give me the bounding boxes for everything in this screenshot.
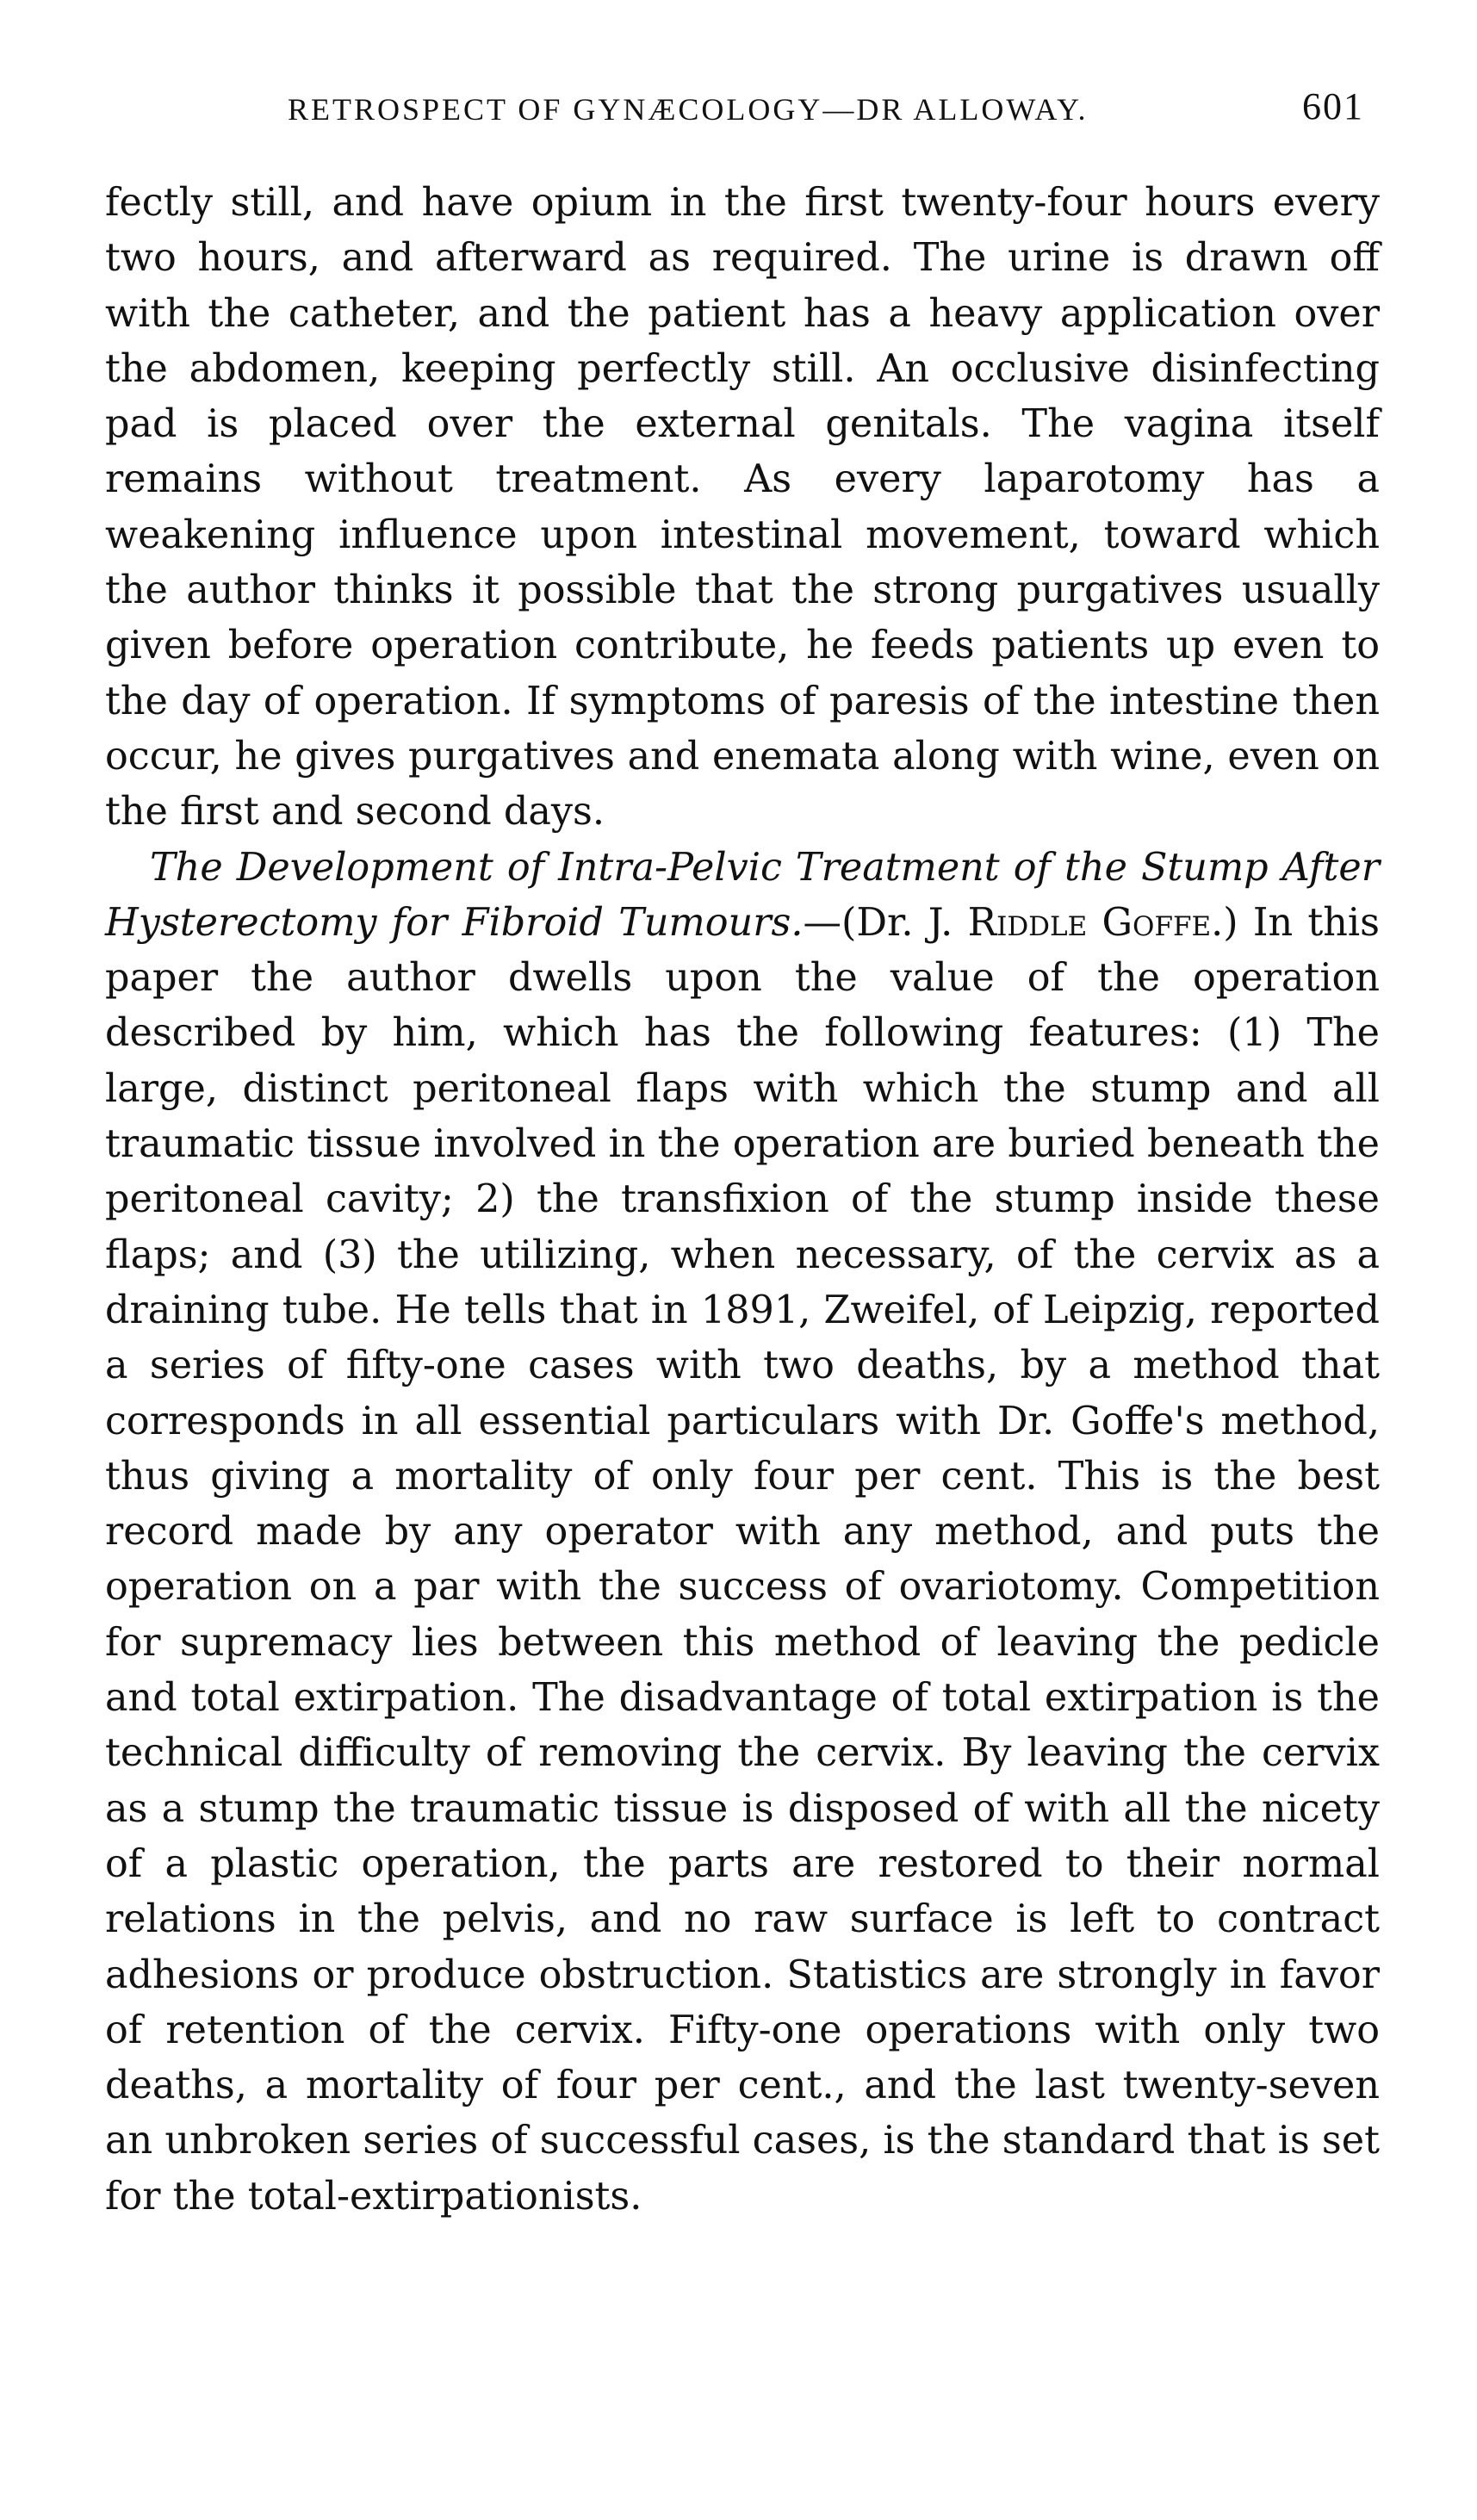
- body-text: [105, 176, 1380, 2225]
- paragraph-continuation: fectly still, and have opium in the first twenty-four hours every two hours, and afterward as required. The urine is drawn off with the catheter, and the patient has a heavy application over the abdomen, keeping perfectly still. An occlusive disinfecting pad is placed over the external genitals. The vagina itself remains without treatment. As every laparotomy has a weakening influence upon intestinal movement, toward which the author thinks it possible that the strong purgatives usually given before operation contribute, he feeds patients up even to the day of operation. If symptoms of paresis of the intestine then occur, he gives purgatives and enemata along with wine, even on the first and second days.: [105, 181, 1380, 835]
- paragraph-goffe-abstract: [105, 841, 1380, 2225]
- author-open: —(Dr. J.: [803, 900, 968, 945]
- article-title: The Development of Intra-Pelvic Treatment of the Stump After Hysterectomy for Fibroid Tumours.: [105, 845, 1380, 945]
- running-title: RETROSPECT OF GYNÆCOLOGY—DR ALLOWAY.: [288, 92, 1089, 127]
- page-number: 601: [1302, 85, 1364, 127]
- running-header: [105, 83, 1380, 143]
- abstract-text: In this paper the author dwells upon the value of the operation described by him, which has the following features: (1) The large, distinct peritoneal flaps with which the stump and all traumatic tissue involved in the operation are buried beneath the peritoneal cavity; 2) the transfixion of the stump inside these flaps; and (3) the utilizing, when necessary, of the cervix as a draining tube. He tells that in 1891, Zweifel, of Leipzig, reported a series of fifty-one cases with two deaths, by a method that corresponds in all essential particulars with Dr. Goffe's method, thus giving a mortality of only four per cent. This is the best record made by any operator with any method, and puts the operation on a par with the success of ovariotomy. Competition for supremacy lies between this method of leaving the pedicle and total extirpation. The disadvantage of total extirpation is the technical difficulty of removing the cervix. By leaving the cervix as a stump the traumatic tissue is disposed of with all the nicety of a plastic operation, the parts are restored to their normal relations in the pelvis, and no raw surface is left to contract adhesions or produce obstruction. Statistics are strongly in favor of retention of the cervix. Fifty-one operations with only two deaths, a mortality of four per cent., and the last twenty-seven an unbroken series of successful cases, is the standard that is set for the total-extirpationists.: [105, 900, 1380, 2219]
- author-name: Riddle Goffe: [967, 900, 1212, 945]
- author-close: .): [1211, 900, 1238, 945]
- book-page: [105, 83, 1380, 2225]
